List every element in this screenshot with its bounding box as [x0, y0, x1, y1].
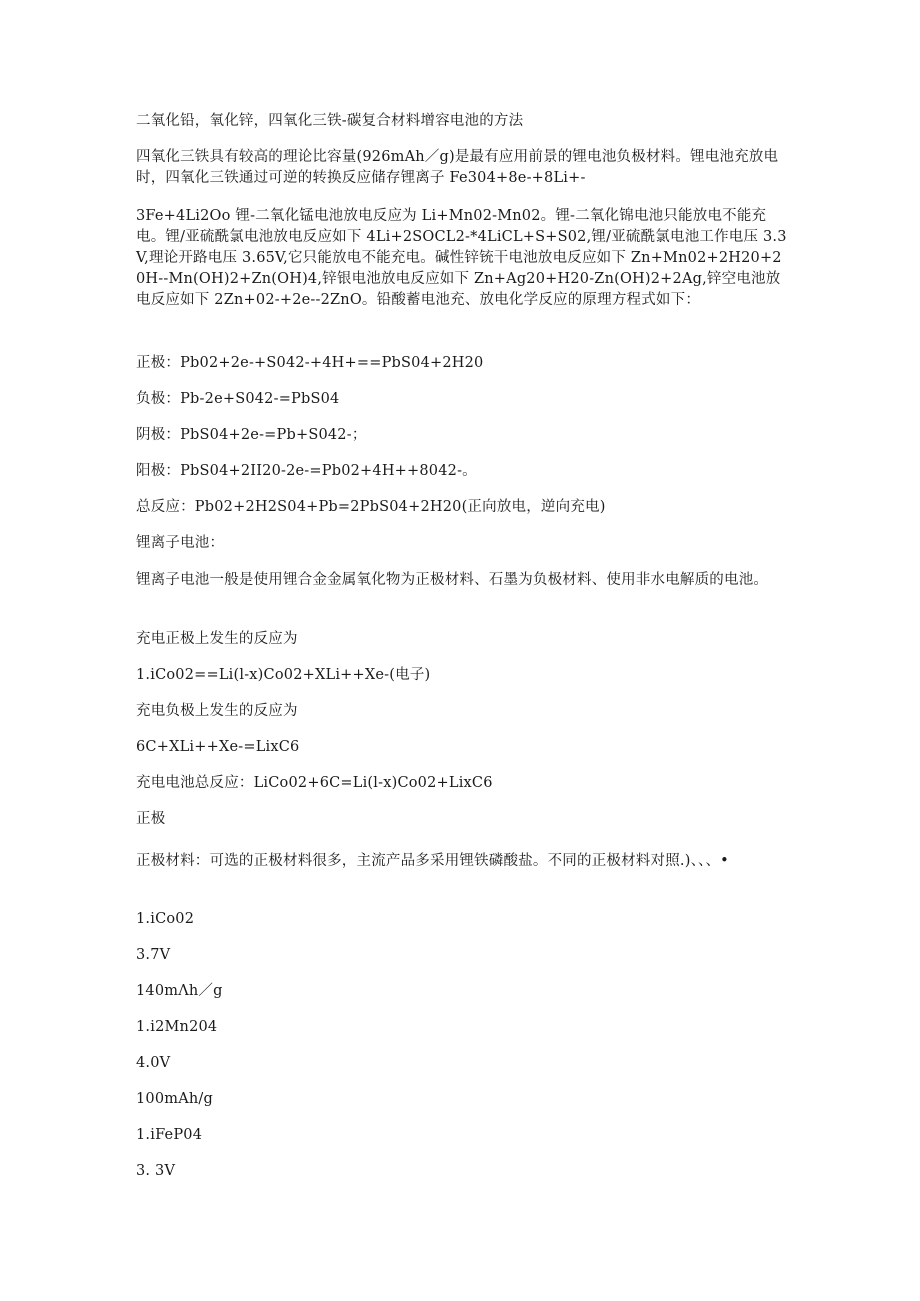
equation-positive: 正极：Pb02+2e-+S042-+4H+==PbS04+2H20 [136, 355, 484, 371]
paragraph-fe3o4-intro: 四氧化三铁具有较高的理论比容量(926mAh／g)是最有应用前景的锂电池负极材料。锂电池充放电时，四氧化三铁通过可逆的转换反应储存锂离子 Fe304+8e-+8Li+- [136, 149, 779, 186]
list-item: 4.0V [136, 1055, 171, 1071]
list-item: 3.7V [136, 947, 171, 963]
list-item: 100mAh/g [136, 1091, 214, 1107]
equation-charge-total: 充电电池总反应：LiCo02+6C=Li(l-x)Co02+LixC6 [136, 775, 493, 791]
equation-charge-positive: 1.iCo02==Li(l-x)Co02+XLi++Xe-(电子) [136, 667, 431, 683]
list-item: 3. 3V [136, 1163, 176, 1179]
section-heading-positive: 正极 [136, 811, 166, 827]
section-heading-li-ion: 锂离子电池： [136, 535, 225, 551]
equation-anode: 阳极：PbS04+2II20-2e-=Pb02+4H++8042-。 [136, 463, 477, 479]
label-charge-negative: 充电负极上发生的反应为 [136, 703, 298, 719]
list-item: 1.iCo02 [136, 911, 195, 927]
equation-charge-negative: 6C+XLi++Xe-=LixC6 [136, 739, 300, 755]
equation-total: 总反应：Pb02+2H2S04+Pb=2PbS04+2H20(正向放电，逆向充电) [136, 499, 606, 515]
document-title: 二氧化铅，氧化锌，四氧化三铁-碳复合材料增容电池的方法 [136, 113, 524, 129]
paragraph-positive-materials: 正极材料：可选的正极材料很多，主流产品多采用锂铁磷酸盐。不同的正极材料对照.)、、、• [136, 853, 729, 869]
list-item: 1.i2Mn204 [136, 1019, 218, 1035]
equation-negative: 负极：Pb-2e+S042-=PbS04 [136, 391, 340, 407]
paragraph-battery-reactions: 3Fe+4Li2Oo 锂-二氧化锰电池放电反应为 Li+Mn02-Mn02。锂-二氧化锦电池只能放电不能充电。锂/亚硫酰氯电池放电反应如下 4Li+2SOCL2-*4LiCL+S+S02,锂/亚硫酰氯电池工作电压 3.3V,理论开路电压 3.65V,它只能放电不能充电。碱性锌铳干电池放电反应如下 Zn+Mn02+2H20+20H--Mn(OH)2+Zn(OH)4,锌银电池放电反应如下 Zn+Ag20+H20-Zn(OH)2+2Ag,锌空电池放电反应如下 2Zn+02-+2e--2ZnO。铅酸蓄电池充、放电化学反应的原理方程式如下： [136, 208, 787, 308]
list-item: 140mΛh／g [136, 983, 223, 999]
list-item: 1.iFeP04 [136, 1127, 203, 1143]
label-charge-positive: 充电正极上发生的反应为 [136, 631, 298, 647]
equation-cathode: 阴极：PbS04+2e-=Pb+S042-； [136, 427, 367, 443]
paragraph-li-ion-definition: 锂离子电池一般是使用锂合金金属氧化物为正极材料、石墨为负极材料、使用非水电解质的电池。 [136, 572, 769, 588]
